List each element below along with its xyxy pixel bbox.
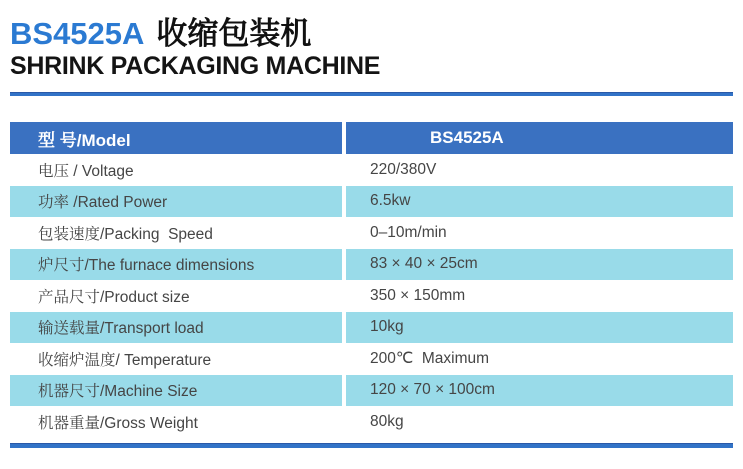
row-label-cell	[10, 343, 342, 375]
row-value-cell	[342, 312, 733, 344]
row-label-cell	[10, 249, 342, 281]
row-value-cell	[342, 343, 733, 375]
row-value: 220/380V	[370, 160, 437, 178]
product-name-en: SHRINK PACKAGING MACHINE	[10, 52, 381, 80]
row-label-cell	[10, 312, 342, 344]
table-row-packing-speed	[10, 217, 733, 249]
row-label-cell	[10, 280, 342, 312]
row-label: 机器尺寸/Machine Size	[38, 383, 198, 401]
row-label: 电压 / Voltage	[38, 162, 134, 180]
row-value: 350 × 150mm	[370, 286, 466, 304]
row-value-cell	[342, 154, 733, 186]
table-header-row	[10, 122, 733, 154]
row-value-cell	[342, 280, 733, 312]
product-name-cn: 收缩包装机	[156, 16, 312, 51]
header-value: BS4525A	[430, 128, 504, 147]
row-value: 83 × 40 × 25cm	[370, 255, 478, 273]
table-row-voltage	[10, 154, 733, 186]
row-value: 0–10m/min	[370, 223, 447, 241]
row-label: 炉尺寸/The furnace dimensions	[38, 257, 255, 275]
table-row-rated-power	[10, 186, 733, 218]
header-label: 型 号/Model	[38, 130, 131, 150]
table-row-temperature	[10, 343, 733, 375]
table-row-machine-size	[10, 375, 733, 407]
row-label: 输送载量/Transport load	[38, 320, 204, 338]
table-row-transport-load	[10, 312, 733, 344]
row-label: 产品尺寸/Product size	[38, 288, 190, 306]
row-label: 收缩炉温度/ Temperature	[38, 351, 212, 369]
top-divider-rule	[10, 92, 733, 96]
page-title	[10, 17, 733, 50]
bottom-divider-rule	[10, 443, 733, 448]
row-value: 6.5kw	[370, 192, 411, 210]
row-value-cell	[342, 375, 733, 407]
table-row-furnace-dimensions	[10, 249, 733, 281]
spec-table	[10, 122, 733, 438]
row-label: 功率 /Rated Power	[38, 194, 168, 212]
table-row-gross-weight	[10, 406, 733, 438]
row-value-cell	[342, 217, 733, 249]
row-label-cell	[10, 217, 342, 249]
row-label-cell	[10, 406, 342, 438]
row-value: 10kg	[370, 318, 404, 336]
row-label-cell	[10, 375, 342, 407]
header-value-cell	[342, 122, 733, 154]
row-label: 机器重量/Gross Weight	[38, 414, 198, 432]
row-value-cell	[342, 406, 733, 438]
row-value-cell	[342, 186, 733, 218]
row-value: 200℃ Maximum	[370, 350, 490, 368]
row-value-cell	[342, 249, 733, 281]
row-label-cell	[10, 154, 342, 186]
table-row-product-size	[10, 280, 733, 312]
header-label-cell	[10, 122, 342, 154]
model-number-title: BS4525A	[10, 16, 145, 51]
row-value: 80kg	[370, 412, 404, 430]
row-value: 120 × 70 × 100cm	[370, 381, 495, 399]
row-label-cell	[10, 186, 342, 218]
row-label: 包装速度/Packing Speed	[38, 225, 213, 243]
